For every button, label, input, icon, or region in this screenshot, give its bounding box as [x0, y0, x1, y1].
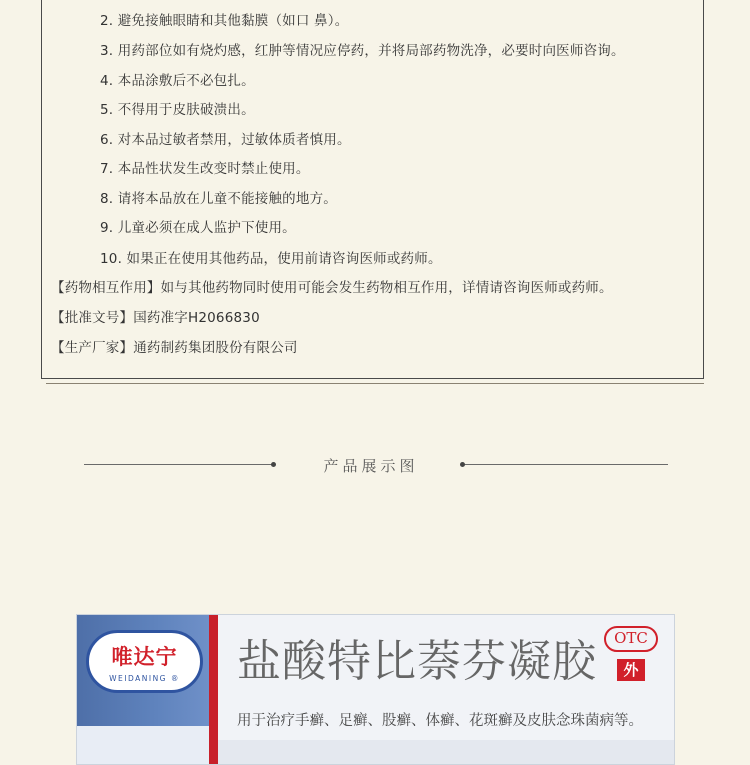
external-use-badge: 外	[617, 659, 645, 681]
instruction-item-4: 4. 本品涂敷后不必包扎。	[100, 73, 255, 89]
otc-badge: OTC	[604, 626, 658, 652]
red-accent-bar	[209, 615, 218, 765]
instruction-item-5: 5. 不得用于皮肤破溃出。	[100, 102, 255, 118]
instruction-item-8: 8. 请将本品放在儿童不能接触的地方。	[100, 191, 337, 207]
instruction-item-10: 10. 如果正在使用其他药品，使用前请咨询医师或药师。	[100, 251, 442, 267]
instruction-item-7: 7. 本品性状发生改变时禁止使用。	[100, 161, 310, 177]
instruction-item-3: 3. 用药部位如有烧灼感，红肿等情况应停药，并将局部药物洗净，必要时向医师咨询。	[100, 43, 625, 59]
brand-name-en: WEIDANING ®	[109, 674, 180, 683]
logo-panel-strip	[77, 726, 209, 765]
instructions-box	[41, 0, 704, 379]
product-name: 盐酸特比萘芬凝胶	[237, 636, 597, 687]
product-indication: 用于治疗手癣、足癣、股癣、体癣、花斑癣及皮肤念珠菌病等。	[237, 713, 643, 729]
divider-left	[84, 464, 274, 465]
drug-interaction-text: 【药物相互作用】如与其他药物同时使用可能会发生药物相互作用，详情请咨询医师或药师。	[51, 280, 613, 296]
brand-logo-panel	[77, 615, 209, 765]
instruction-item-2: 2. 避免接触眼睛和其他黏膜（如口 鼻）。	[100, 13, 349, 29]
box-shadow-line	[46, 383, 704, 385]
box-bottom-band	[218, 740, 674, 764]
divider-dot	[460, 462, 465, 467]
product-box-image	[76, 614, 675, 765]
divider-dot	[271, 462, 276, 467]
brand-logo	[86, 630, 203, 693]
section-title: 产品展示图	[323, 457, 419, 475]
instruction-item-9: 9. 儿童必须在成人监护下使用。	[100, 220, 296, 236]
approval-number-text: 【批准文号】国药准字H2066830	[51, 310, 260, 326]
brand-name-cn: 唯达宁	[111, 645, 178, 669]
manufacturer-text: 【生产厂家】通药制药集团股份有限公司	[51, 340, 298, 356]
instruction-item-6: 6. 对本品过敏者禁用，过敏体质者慎用。	[100, 132, 351, 148]
divider-right	[462, 464, 668, 465]
